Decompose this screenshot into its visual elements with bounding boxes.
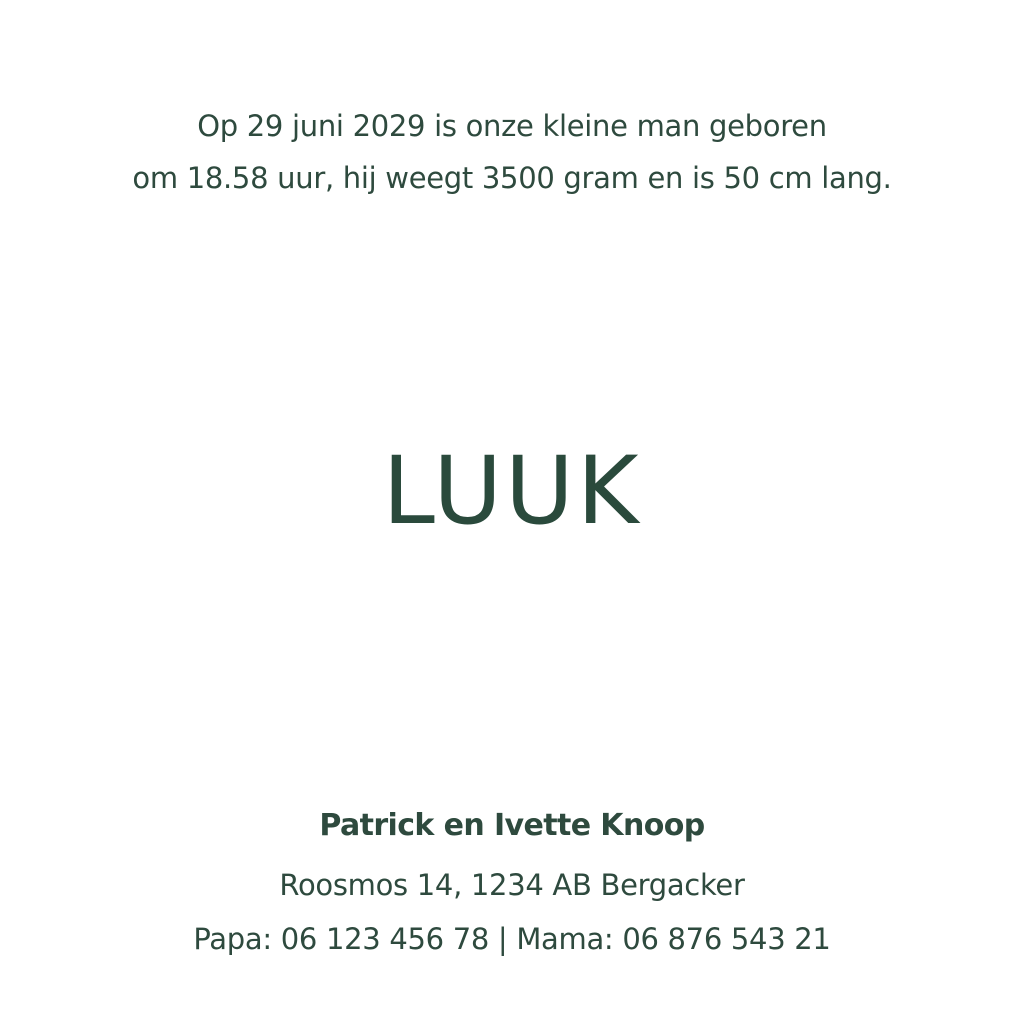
announcement-line-2: om 18.58 uur, hij weegt 3500 gram en is 50 cm lang. <box>132 161 892 195</box>
address-line: Roosmos 14, 1234 AB Bergacker <box>279 868 745 902</box>
contact-line: Papa: 06 123 456 78 | Mama: 06 876 543 21 <box>193 922 831 956</box>
announcement-text <box>0 100 1024 204</box>
parents-block <box>0 800 1024 966</box>
announcement-line-1: Op 29 juni 2029 is onze kleine man geboren <box>197 109 827 143</box>
baby-name: LUUK <box>382 437 642 546</box>
parents-names: Patrick en Ivette Knoop <box>319 808 705 843</box>
